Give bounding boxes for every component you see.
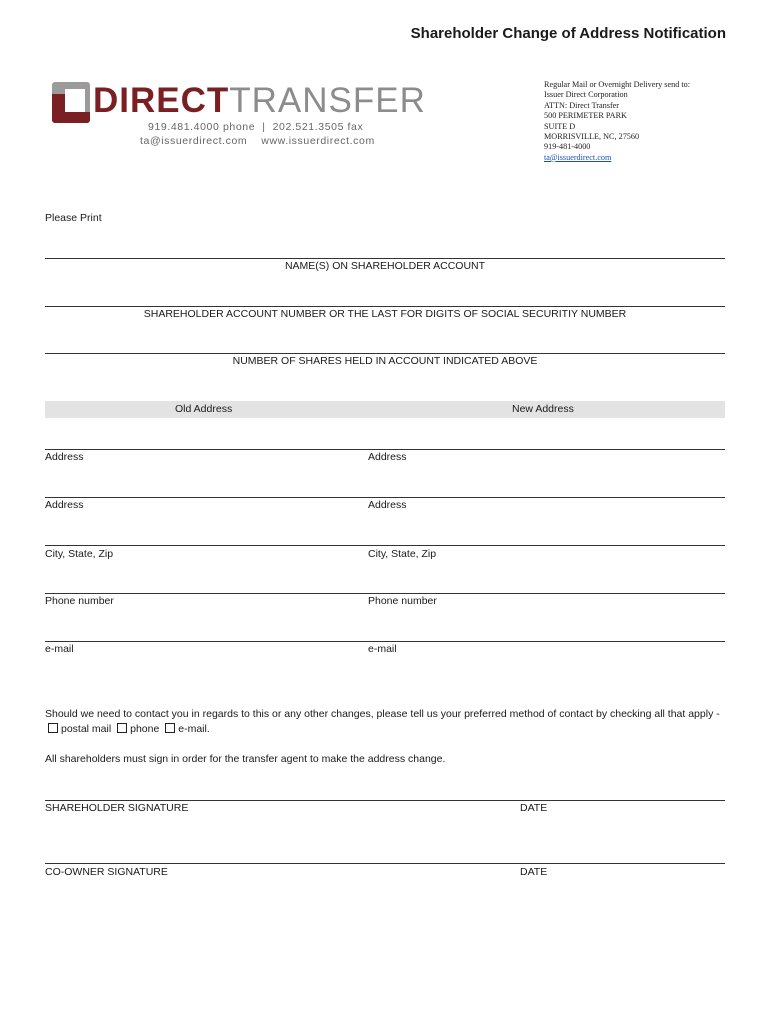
phone-checkbox[interactable] <box>117 723 127 733</box>
mailing-address-block <box>544 80 690 163</box>
shares-field-label: NUMBER OF SHARES HELD IN ACCOUNT INDICATED ABOVE <box>232 355 538 367</box>
new-email-label: e-mail <box>368 643 397 655</box>
city-row-line[interactable] <box>45 545 725 546</box>
page-title: Shareholder Change of Address Notification <box>410 25 726 42</box>
names-field-line[interactable] <box>45 258 725 259</box>
names-field-label: NAME(S) ON SHAREHOLDER ACCOUNT <box>284 260 486 272</box>
logo-fax: 202.521.3505 fax <box>272 121 364 133</box>
old-address-heading: Old Address <box>175 403 233 415</box>
please-print-label: Please Print <box>45 212 102 224</box>
mailing-city: MORRISVILLE, NC, 27560 <box>544 132 640 142</box>
email-checkbox[interactable] <box>165 723 175 733</box>
mailing-phone: 919-481-4000 <box>544 142 591 152</box>
shares-field-line[interactable] <box>45 353 725 354</box>
logo-web-line <box>140 135 375 147</box>
shareholder-signature-line[interactable] <box>45 800 725 801</box>
account-field-line[interactable] <box>45 306 725 307</box>
signature-requirement-note: All shareholders must sign in order for the transfer agent to make the address change. <box>45 753 446 765</box>
logo-transfer-text: TRANSFER <box>229 81 426 120</box>
phone-row-line[interactable] <box>45 593 725 594</box>
contact-preference-text <box>45 707 735 737</box>
new-address-heading: New Address <box>512 403 574 415</box>
coowner-signature-label: CO-OWNER SIGNATURE <box>45 866 168 878</box>
address2-row-line[interactable] <box>45 497 725 498</box>
logo-email: ta@issuerdirect.com <box>140 135 248 147</box>
email-row-line[interactable] <box>45 641 725 642</box>
old-phone-label: Phone number <box>45 595 114 607</box>
shareholder-date-label: DATE <box>520 802 548 814</box>
mailing-company: Issuer Direct Corporation <box>544 90 628 100</box>
postal-mail-option: postal mail <box>61 723 112 735</box>
coowner-signature-line[interactable] <box>45 863 725 864</box>
new-phone-label: Phone number <box>368 595 437 607</box>
logo-separator: | <box>262 121 266 133</box>
new-address2-label: Address <box>368 499 407 511</box>
logo-contact-line <box>148 121 363 133</box>
shareholder-signature-label: SHAREHOLDER SIGNATURE <box>45 802 189 814</box>
coowner-date-label: DATE <box>520 866 548 878</box>
old-address2-label: Address <box>45 499 84 511</box>
email-option: e-mail. <box>178 723 210 735</box>
old-address-label: Address <box>45 451 84 463</box>
postal-mail-checkbox[interactable] <box>48 723 58 733</box>
logo-website: www.issuerdirect.com <box>261 135 375 147</box>
mailing-email-link[interactable]: ta@issuerdirect.com <box>544 152 612 162</box>
mailing-heading: Regular Mail or Overnight Delivery send to: <box>544 80 690 89</box>
contact-text: Should we need to contact you in regards to this or any other changes, please tell us your preferred method of contact by checking all that apply - <box>45 708 720 720</box>
mailing-suite: SUITE D <box>544 121 576 131</box>
address-row-line[interactable] <box>45 449 725 450</box>
address-table-header <box>45 401 725 418</box>
old-email-label: e-mail <box>45 643 74 655</box>
logo-phone: 919.481.4000 phone <box>148 121 256 133</box>
logo-direct-text: DIRECT <box>93 81 230 120</box>
old-city-label: City, State, Zip <box>45 548 114 560</box>
phone-option: phone <box>130 723 160 735</box>
mailing-attn: ATTN: Direct Transfer <box>544 100 620 110</box>
logo-wordmark <box>93 78 426 124</box>
account-field-label: SHAREHOLDER ACCOUNT NUMBER OR THE LAST FOR DIGITS OF SOCIAL SECURITIY NUMBER <box>143 308 627 320</box>
new-address-label: Address <box>368 451 407 463</box>
new-city-label: City, State, Zip <box>368 548 437 560</box>
mailing-street: 500 PERIMETER PARK <box>544 111 627 121</box>
direct-transfer-logo-mark <box>51 80 91 125</box>
